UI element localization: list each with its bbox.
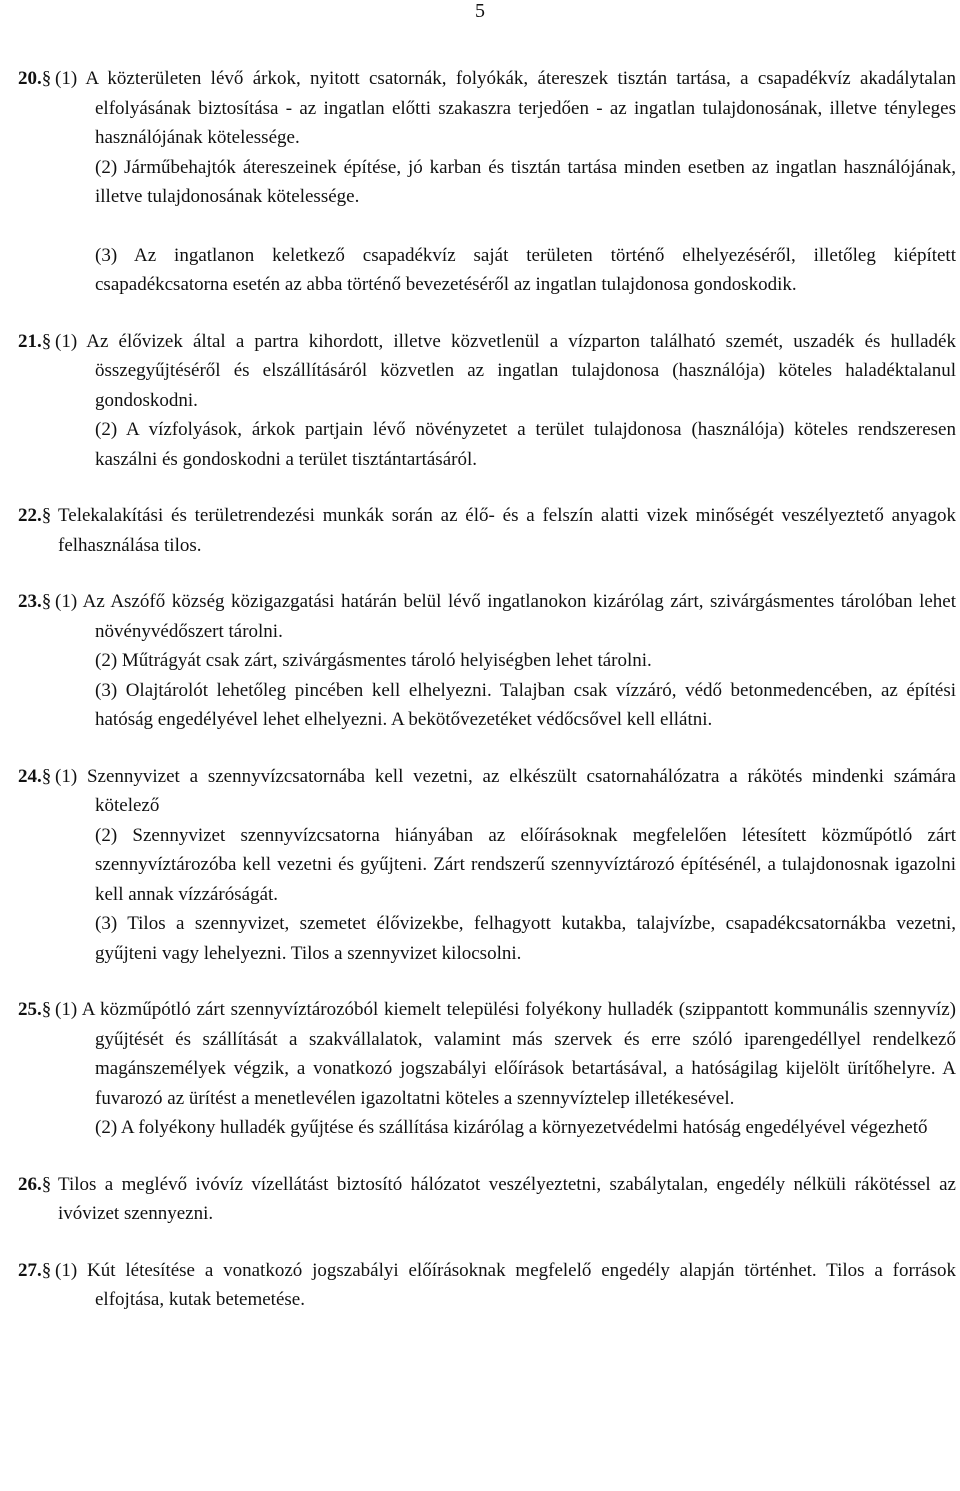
section-number: 20.§ xyxy=(18,68,52,89)
section-number: 21.§ xyxy=(18,330,52,352)
paragraph-3: (3) Olajtárolót lehetőleg pincében kell elhelyezni. Talajban csak vízzáró, védő betonmedencében, az építési hatóság engedélyével lehet elhelyezni. A bekötővezetéket védőcsővel kell ellátni. xyxy=(95,679,956,730)
section-22 xyxy=(18,501,956,560)
section-23 xyxy=(18,587,956,735)
document-body xyxy=(18,64,956,1342)
section-24 xyxy=(18,762,956,969)
section-number: 23.§ xyxy=(18,591,52,612)
section-number: 25.§ xyxy=(18,999,52,1020)
section-body xyxy=(18,587,956,735)
section-body xyxy=(18,501,956,560)
paragraph-1: (1) Az élővizek által a partra kihordott, illetve közvetlenül a vízparton található szemét, uszadék és hulladék összegyűjtéséről és elszállításáról közvetlen az ingatlan tulajdonosa (használója) köteles haladéktalanul gondoskodni. xyxy=(55,330,956,411)
paragraph-3: (3) Tilos a szennyvizet, szemetet élővizekbe, felhagyott kutakba, talajvízbe, csapadékcsatornákba vezetni, gyűjteni vagy lehelyezni. Tilos a szennyvizet kilocsolni. xyxy=(95,913,956,964)
paragraph-1: (1) Szennyvizet a szennyvízcsatornába kell vezetni, az elkészült csatornahálózatra a rákötés mindenki számára kötelező xyxy=(55,765,956,816)
section-25 xyxy=(18,995,956,1143)
paragraph-1: Telekalakítási és területrendezési munkák során az élő- és a felszín alatti vizek minőségét veszélyeztető anyagok felhasználása tilos. xyxy=(58,505,956,556)
section-number: 26.§ xyxy=(18,1173,52,1195)
paragraph-2: (2) A vízfolyások, árkok partjain lévő növényzetet a terület tulajdonosa (használója) köteles rendszeresen kaszálni és gondoskodni a terület tisztántartásáról. xyxy=(95,419,956,470)
page-number: 5 xyxy=(475,0,485,22)
section-26 xyxy=(18,1170,956,1229)
paragraph-1: Tilos a meglévő ivóvíz vízellátást biztosító hálózatot veszélyeztetni, szabálytalan, engedély nélküli rákötéssel az ivóvizet szennyezni. xyxy=(58,1173,956,1224)
section-27 xyxy=(18,1256,956,1315)
paragraph-1: (1) A közműpótló zárt szennyvíztározóból kiemelt települési folyékony hulladék (szippantott kommunális szennyvíz) gyűjtését és szállítását a szakvállalatok, valamint más szervek és erre szóló iparengedéllyel rendelkező magánszemélyek végzik, a vonatkozó jogszabályi előírások betartásával, a hatóságilag kijelölt ürítőhelyre. A fuvarozó az ürítést a menetlevélen igazoltatni köteles a szennyvíztelep illetékesével. xyxy=(55,999,956,1109)
section-body xyxy=(18,327,956,475)
section-number: 27.§ xyxy=(18,1259,52,1281)
paragraph-3: (3) Az ingatlanon keletkező csapadékvíz saját területen történő elhelyezéséről, illetőleg kiépített csapadékcsatorna esetén az abba történő bevezetéséről az ingatlan tulajdonosa gondoskodik. xyxy=(95,244,956,295)
section-body xyxy=(18,995,956,1143)
section-body xyxy=(18,762,956,969)
section-body xyxy=(18,1256,956,1315)
section-body xyxy=(18,1170,956,1229)
paragraph-2: (2) Járműbehajtók átereszeinek építése, jó karban és tisztán tartása minden esetben az ingatlan használójának, illetve tulajdonosának kötelessége. xyxy=(95,156,956,207)
paragraph-1: (1) Az Aszófő község közigazgatási határán belül lévő ingatlanokon kizárólag zárt, szivárgásmentes tárolóban lehet növényvédőszert tárolni. xyxy=(55,591,956,642)
section-number: 22.§ xyxy=(18,505,52,526)
paragraph-1: (1) A közterületen lévő árkok, nyitott csatornák, folyókák, átereszek tisztán tartása, a csapadékvíz akadálytalan elfolyásának biztosítása - az ingatlan előtti szakaszra terjedően - az ingatlan tulajdonosának, illetve tényleges használójának kötelessége. xyxy=(55,68,956,148)
paragraph-2: (2) Műtrágyát csak zárt, szivárgásmentes tároló helyiségben lehet tárolni. xyxy=(95,650,652,671)
section-20 xyxy=(18,64,956,300)
section-21 xyxy=(18,327,956,475)
section-number: 24.§ xyxy=(18,765,52,787)
section-body xyxy=(18,64,956,300)
paragraph-2: (2) A folyékony hulladék gyűjtése és szállítása kizárólag a környezetvédelmi hatóság engedélyével végezhető xyxy=(95,1117,928,1138)
paragraph-1: (1) Kút létesítése a vonatkozó jogszabályi előírásoknak megfelelő engedély alapján történhet. Tilos a források elfojtása, kutak betemetése. xyxy=(55,1259,956,1310)
paragraph-2: (2) Szennyvizet szennyvízcsatorna hiányában az előírásoknak megfelelően létesített közműpótló zárt szennyvíztározóba kell vezetni és gyűjteni. Zárt rendszerű szennyvíztározó építésénél, a tulajdonosnak igazolni kell annak vízzáróságát. xyxy=(95,824,956,905)
